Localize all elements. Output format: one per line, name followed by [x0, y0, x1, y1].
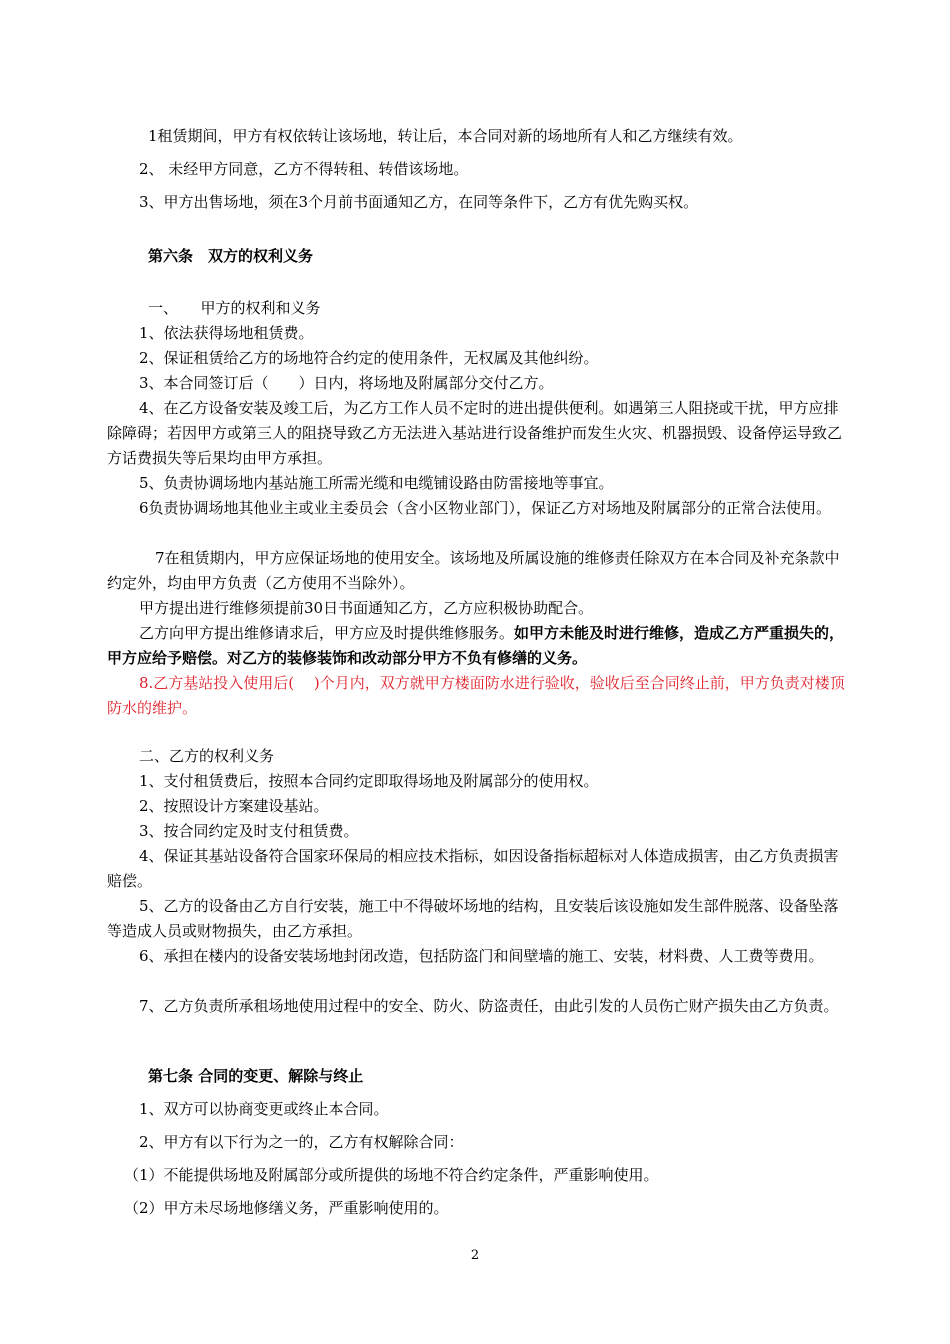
repair-service-bold: 如甲方未能及时进行维修，造成乙方严重损失的，甲方应给予赔偿。对乙方的装修装饰和改动部分甲方不负有修缮的义务。 [107, 624, 845, 667]
part-b-item-4: 4、保证其基站设备符合国家环保局的相应技术指标，如因设备指标超标对人体造成损害，由乙方负责损害赔偿。 [107, 847, 839, 890]
part-b-item-3: 3、按合同约定及时支付租赁费。 [139, 822, 359, 840]
page-number: 2 [470, 1248, 480, 1263]
part-a-item-8: 8.乙方基站投入使用后( )个月内，双方就甲方楼面防水进行验收，验收后至合同终止前，甲方负责对楼顶防水的维护。 [107, 674, 845, 717]
part-a-item-7-repair-service [107, 621, 850, 671]
part-a-item-2: 2、保证租赁给乙方的场地符合约定的使用条件，无权属及其他纠纷。 [139, 349, 599, 367]
part-a-item-4: 4、在乙方设备安装及竣工后，为乙方工作人员不定时的进出提供便利。如遇第三人阻挠或干扰，甲方应排除障碍；若因甲方或第三人的阻挠导致乙方无法进入基站进行设备维护而发生火灾、机器损毁、设备停运导致乙方话费损失等后果均由甲方承担。 [107, 399, 843, 467]
part-b-item-6: 6、承担在楼内的设备安装场地封闭改造，包括防盗门和间壁墙的施工、安装，材料费、人工费等费用。 [139, 947, 824, 965]
part-b-item-1: 1、支付租赁费后，按照本合同约定即取得场地及附属部分的使用权。 [139, 772, 599, 790]
part-b-item-5: 5、乙方的设备由乙方自行安装，施工中不得破坏场地的结构，且安装后该设施如发生部件脱落、设备坠落等造成人员或财物损失，由乙方承担。 [107, 897, 839, 940]
part-a-item-5: 5、负责协调场地内基站施工所需光缆和电缆铺设路由防雷接地等事宜。 [139, 474, 614, 492]
section-7-subitem-1: （1）不能提供场地及附属部分或所提供的场地不符合约定条件，严重影响使用。 [124, 1166, 659, 1184]
repair-service-normal: 乙方向甲方提出维修请求后，甲方应及时提供维修服务。 [139, 624, 515, 642]
section-7-item-1: 1、双方可以协商变更或终止本合同。 [139, 1100, 389, 1118]
part-a-item-1: 1、依法获得场地租赁费。 [139, 324, 314, 342]
clause-5-item-3: 3、甲方出售场地，须在3个月前书面通知乙方，在同等条件下，乙方有优先购买权。 [139, 193, 699, 211]
part-a-item-7: 7在租赁期内，甲方应保证场地的使用安全。该场地及所属设施的维修责任除双方在本合同及补充条款中约定外，均由甲方负责（乙方使用不当除外）。 [107, 549, 840, 592]
clause-5-item-2: 2、 未经甲方同意，乙方不得转租、转借该场地。 [139, 160, 469, 178]
part-b-item-2: 2、按照设计方案建设基站。 [139, 797, 329, 815]
part-a-heading: 一、 甲方的权利和义务 [148, 299, 321, 317]
clause-5-item-1: 1租赁期间，甲方有权依转让该场地，转让后，本合同对新的场地所有人和乙方继续有效。 [148, 127, 743, 145]
part-a-item-7-repair-notice: 甲方提出进行维修须提前30日书面通知乙方，乙方应积极协助配合。 [139, 599, 594, 617]
section-6-title: 第六条 双方的权利义务 [148, 247, 314, 265]
part-b-item-7: 7、乙方负责所承租场地使用过程中的安全、防火、防盗责任，由此引发的人员伤亡财产损失由乙方负责。 [139, 997, 839, 1015]
part-b-heading: 二、乙方的权利义务 [139, 747, 275, 765]
part-a-item-6: 6负责协调场地其他业主或业主委员会（含小区物业部门），保证乙方对场地及附属部分的正常合法使用。 [139, 499, 832, 517]
section-7-item-2: 2、甲方有以下行为之一的，乙方有权解除合同： [139, 1133, 464, 1151]
section-7-title: 第七条 合同的变更、解除与终止 [148, 1067, 364, 1085]
part-a-item-3: 3、本合同签订后（ ）日内，将场地及附属部分交付乙方。 [139, 374, 554, 392]
section-7-subitem-2: （2）甲方未尽场地修缮义务，严重影响使用的。 [124, 1199, 449, 1217]
